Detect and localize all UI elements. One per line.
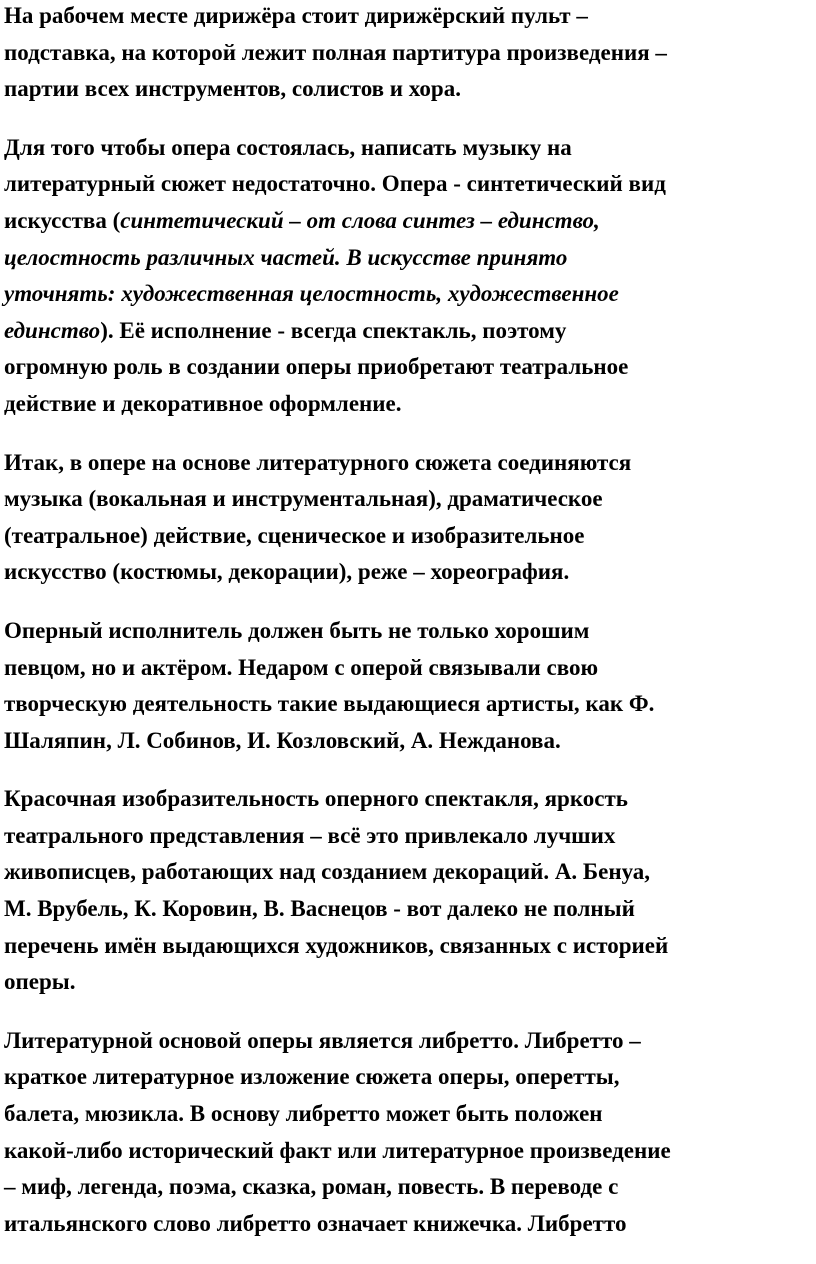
text-line: – миф, легенда, поэма, сказка, роман, повесть. В переводе с: [4, 1174, 619, 1200]
text-line: партии всех инструментов, солистов и хора.: [4, 76, 461, 102]
document-page: [4, 0, 812, 1264]
text-line: Литературной основой оперы является либретто. Либретто –: [4, 1027, 641, 1053]
text-line: Красочная изобразительность оперного спектакля, яркость: [4, 786, 628, 812]
paragraph-opera-components: [4, 445, 812, 591]
text-line: искусство (костюмы, декорации), реже – хореография.: [4, 559, 570, 585]
text-run: ). Её исполнение - всегда спектакль, поэтому: [100, 317, 567, 343]
text-line: [4, 313, 812, 350]
text-line: театрального представления – всё это привлекало лучших: [4, 822, 616, 848]
text-line: Шаляпин, Л. Собинов, И. Козловский, А. Нежданова.: [4, 727, 561, 753]
text-line: подставка, на которой лежит полная партитура произведения –: [4, 39, 667, 65]
text-line: На рабочем месте дирижёра стоит дирижёрский пульт –: [4, 3, 588, 28]
text-line: огромную роль в создании оперы приобретают театральное: [4, 354, 629, 380]
text-line: балета, мюзикла. В основу либретто может быть положен: [4, 1101, 603, 1127]
text-line: (театральное) действие, сценическое и изобразительное: [4, 522, 585, 548]
paragraph-conductor-stand: [4, 0, 812, 108]
paragraph-painters: [4, 781, 812, 1001]
italic-definition: синтетический – от слова синтез – единство,: [120, 207, 600, 233]
text-line: действие и декоративное оформление.: [4, 390, 402, 416]
paragraph-libretto: [4, 1023, 812, 1243]
italic-definition: целостность различных частей. В искусстве принято: [4, 244, 568, 270]
text-line: М. Врубель, К. Коровин, В. Васнецов - вот далеко не полный: [4, 896, 635, 922]
text-line: Итак, в опере на основе литературного сюжета соединяются: [4, 449, 632, 475]
text-line: живописцев, работающих над созданием декораций. А. Бенуа,: [4, 859, 651, 885]
text-line: творческую деятельность такие выдающиеся артисты, как Ф.: [4, 691, 655, 717]
text-line: оперы.: [4, 969, 76, 995]
text-line: какой-либо исторический факт или литературное произведение: [4, 1137, 671, 1163]
text-line: Оперный исполнитель должен быть не только хорошим: [4, 617, 590, 643]
italic-definition: уточнять: художественная целостность, художественное: [4, 281, 619, 307]
text-line: [4, 203, 812, 240]
text-line: перечень имён выдающихся художников, связанных с историей: [4, 932, 669, 958]
text-line: итальянского слово либретто означает книжечка. Либретто: [4, 1210, 627, 1236]
text-run: искусства (: [4, 207, 121, 233]
text-line: певцом, но и актёром. Недаром с оперой связывали свою: [4, 654, 599, 680]
text-line: краткое литературное изложение сюжета оперы, оперетты,: [4, 1064, 620, 1090]
text-line: музыка (вокальная и инструментальная), драматическое: [4, 486, 603, 512]
text-line: литературный сюжет недостаточно. Опера - синтетический вид: [4, 171, 666, 197]
paragraph-opera-performer: [4, 613, 812, 759]
paragraph-synthetic-art: [4, 130, 812, 423]
text-line: Для того чтобы опера состоялась, написать музыку на: [4, 134, 572, 160]
italic-definition: единство: [4, 317, 101, 343]
